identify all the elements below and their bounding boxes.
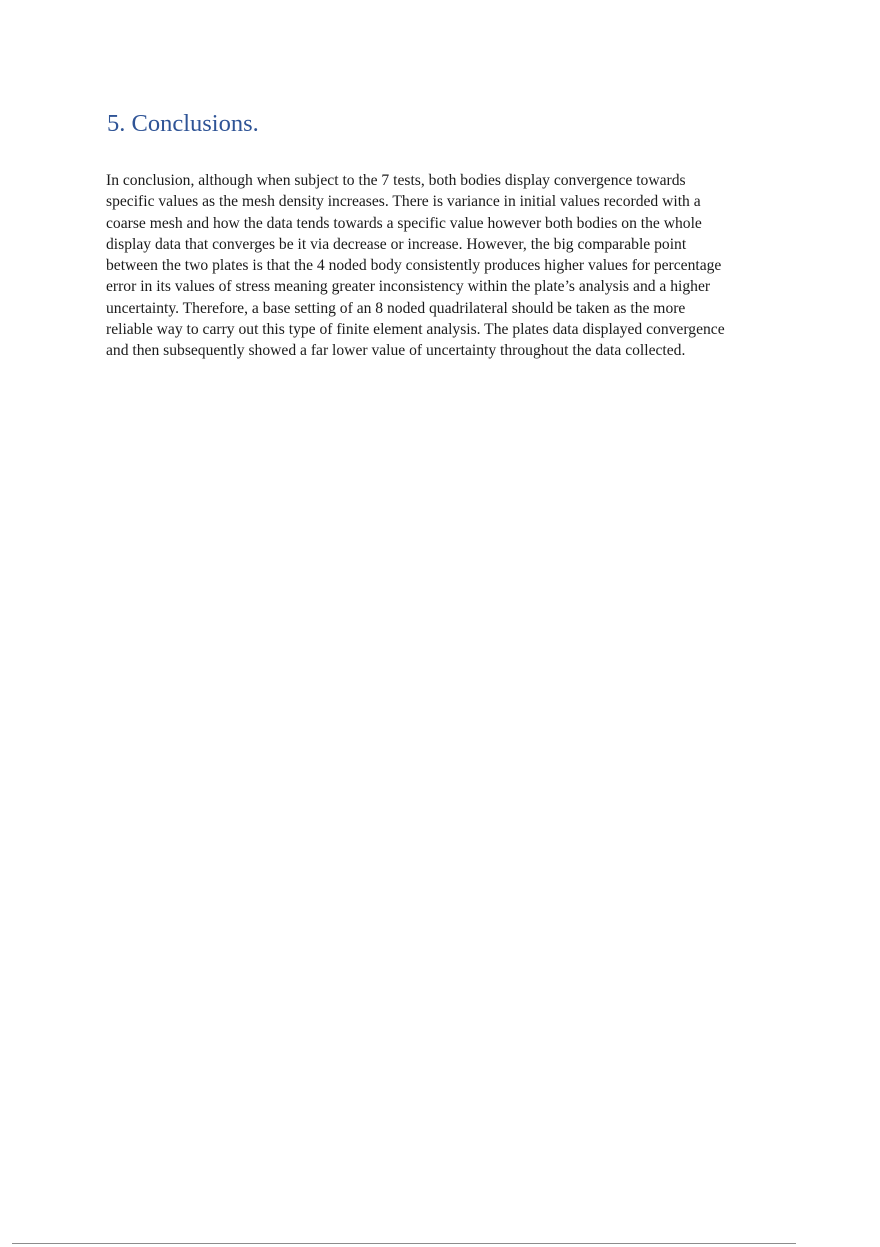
paragraph-line: and then subsequently showed a far lower value of uncertainty throughout the data collected.	[106, 342, 686, 360]
paragraph-line: coarse mesh and how the data tends towards a specific value however both bodies on the whole	[106, 214, 702, 232]
footer-divider	[12, 1243, 796, 1244]
paragraph-line: specific values as the mesh density increases. There is variance in initial values recorded with a	[106, 193, 701, 211]
paragraph-line: reliable way to carry out this type of finite element analysis. The plates data displayed convergence	[106, 321, 725, 339]
conclusion-paragraph	[106, 170, 725, 362]
paragraph-line: display data that converges be it via decrease or increase. However, the big comparable point	[106, 235, 687, 253]
paragraph-line: error in its values of stress meaning greater inconsistency within the plate’s analysis and a higher	[106, 278, 711, 296]
section-heading: 5. Conclusions.	[107, 110, 259, 137]
paragraph-line: uncertainty. Therefore, a base setting of an 8 noded quadrilateral should be taken as the more	[106, 299, 686, 317]
paragraph-line: between the two plates is that the 4 noded body consistently produces higher values for percentage	[106, 257, 722, 275]
paragraph-line: In conclusion, although when subject to the 7 tests, both bodies display convergence towards	[106, 172, 686, 189]
